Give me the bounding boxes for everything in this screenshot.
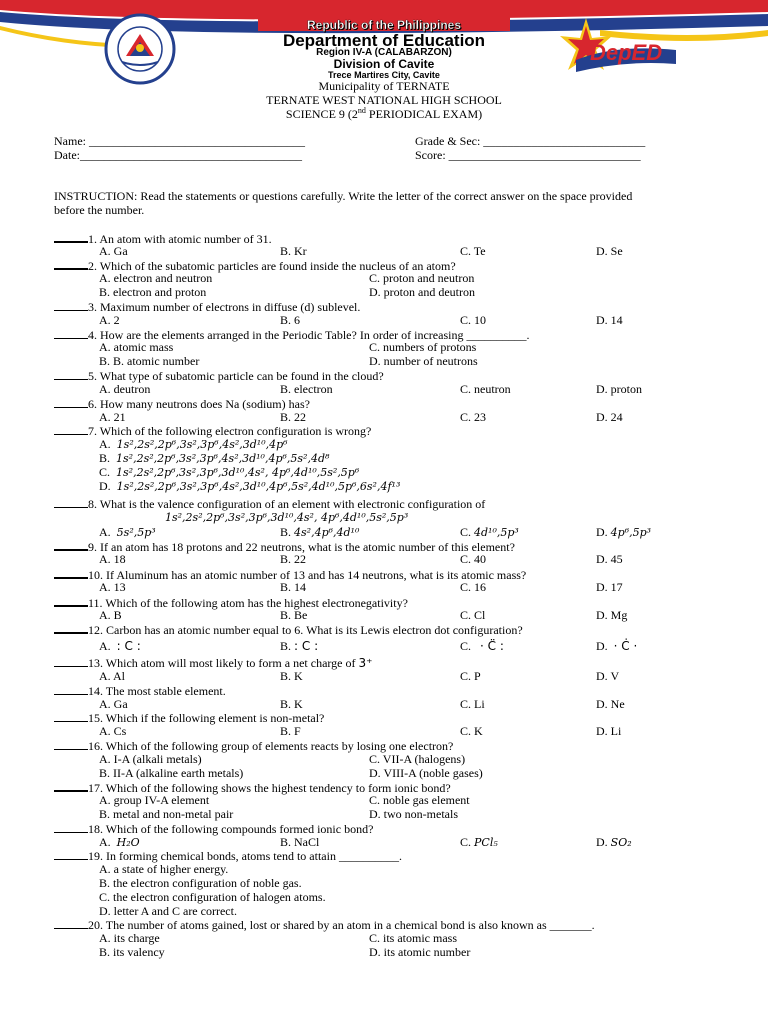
q1-option-b: B. Kr — [280, 244, 307, 258]
answer-blank[interactable] — [54, 656, 88, 667]
q2-option-c: C. proton and neutron — [369, 271, 475, 285]
q3-option-d: D. 14 — [596, 313, 623, 327]
q13-option-a: A. Al — [99, 669, 126, 683]
q2-option-d: D. proton and deutron — [369, 285, 475, 299]
question-3: 3. Maximum number of electrons in diffuse (d) sublevel. — [54, 300, 360, 314]
question-10: 10. If Aluminum has an atomic number of 13 and has 14 neutrons, what is its atomic mass? — [54, 567, 526, 582]
q7-option-a: A. 1s²,2s²,2p⁶,3s²,3p⁶,4s²,3d¹⁰,4p⁶ — [99, 437, 288, 451]
q4-option-c: C. numbers of protons — [369, 340, 477, 354]
q6-option-c: C. 23 — [460, 410, 487, 424]
region-line: Region IV-A (CALABARZON) — [316, 47, 452, 58]
q12-option-b: B. : C : — [280, 639, 319, 653]
q5-option-a: A. deutron — [99, 382, 151, 396]
q19-option-d: D. letter A and C are correct. — [99, 904, 237, 918]
q14-option-b: B. K — [280, 697, 303, 711]
q9-option-a: A. 18 — [99, 552, 126, 566]
q19-option-b: B. the electron configuration of noble gas. — [99, 876, 302, 890]
q4-option-a: A. atomic mass — [99, 340, 174, 354]
q6-option-a: A. 21 — [99, 410, 126, 424]
q17-option-d: D. two non-metals — [369, 807, 458, 821]
question-20: 20. The number of atoms gained, lost or shared by an atom in a chemical bond is also known as _______. — [54, 918, 595, 932]
q10-option-d: D. 17 — [596, 580, 623, 594]
question-17: 17. Which of the following shows the highest tendency to form ionic bond? — [54, 780, 451, 795]
answer-blank[interactable] — [54, 424, 88, 435]
q9-option-b: B. 22 — [280, 552, 307, 566]
q11-option-c: C. Cl — [460, 608, 486, 622]
q8-option-a: A. 5s²,5p³ — [99, 525, 156, 539]
q11-option-a: A. B — [99, 608, 122, 622]
q6-option-b: B. 22 — [280, 410, 307, 424]
question-16: 16. Which of the following group of elements reacts by losing one electron? — [54, 739, 453, 753]
q14-option-a: A. Ga — [99, 697, 128, 711]
republic-line: Republic of the Philippines — [306, 18, 461, 32]
q18-option-b: B. NaCl — [280, 835, 320, 849]
answer-blank[interactable] — [54, 328, 88, 339]
q4-option-b: B. B. atomic number — [99, 354, 200, 368]
answer-blank[interactable] — [54, 497, 88, 508]
answer-blank[interactable] — [54, 369, 88, 380]
q13-option-c: C. P — [460, 669, 481, 683]
question-15: 15. Which if the following element is non-metal? — [54, 711, 324, 725]
answer-blank[interactable] — [54, 622, 88, 634]
division-line: Division of Cavite — [333, 57, 435, 71]
answer-blank[interactable] — [54, 739, 88, 750]
answer-blank[interactable] — [54, 258, 88, 270]
q14-option-c: C. Li — [460, 697, 485, 711]
answer-blank[interactable] — [54, 231, 88, 243]
q1-option-c: C. Te — [460, 244, 486, 258]
q16-option-a: A. I-A (alkali metals) — [99, 752, 202, 766]
q4-option-d: D. number of neutrons — [369, 354, 478, 368]
q15-option-a: A. Cs — [99, 724, 127, 738]
q17-option-c: C. noble gas element — [369, 793, 470, 807]
q15-option-d: D. Li — [596, 724, 622, 738]
question-12: 12. Carbon has an atomic number equal to 6. What is its Lewis electron dot configuration? — [54, 622, 523, 637]
q13-option-d: D. V — [596, 669, 620, 683]
answer-blank[interactable] — [54, 539, 88, 551]
answer-blank[interactable] — [54, 567, 88, 579]
q7-option-d: D. 1s²,2s²,2p⁶,3s²,3p⁶,4s²,3d¹⁰,4p⁶,5s²,4d¹⁰,5p⁶,6s²,4f¹³ — [99, 479, 401, 493]
q13-option-b: B. K — [280, 669, 303, 683]
q7-option-b: B. 1s²,2s²,2p⁶,3s²,3p⁶,4s²,3d¹⁰,4p⁶,5s²,4d⁸ — [99, 451, 330, 465]
q10-option-b: B. 14 — [280, 580, 307, 594]
q20-option-d: D. its atomic number — [369, 945, 471, 959]
question-2: 2. Which of the subatomic particles are found inside the nucleus of an atom? — [54, 258, 456, 273]
q8-option-c: C. 4d¹⁰,5p³ — [460, 525, 519, 539]
score-field[interactable]: Score: ________________________________ — [415, 148, 641, 162]
letterhead — [0, 0, 768, 90]
q6-option-d: D. 24 — [596, 410, 623, 424]
question-4: 4. How are the elements arranged in the Periodic Table? In order of increasing __________. — [54, 328, 529, 342]
q12-option-a: A. : C : — [99, 639, 141, 653]
question-7: 7. Which of the following electron configuration is wrong? — [54, 424, 371, 438]
instruction-text-cont: before the number. — [54, 203, 145, 217]
answer-blank[interactable] — [54, 397, 88, 408]
q3-option-a: A. 2 — [99, 313, 120, 327]
question-5: 5. What type of subatomic particle can be found in the cloud? — [54, 369, 384, 383]
department-line: Department of Education — [282, 31, 486, 50]
answer-blank[interactable] — [54, 711, 88, 722]
q18-option-a: A. H₂O — [99, 835, 140, 849]
q11-option-d: D. Mg — [596, 608, 628, 622]
question-6: 6. How many neutrons does Na (sodium) has? — [54, 397, 310, 411]
instruction-text: INSTRUCTION: Read the statements or questions carefully. Write the letter of the correct answer on the space provided — [54, 189, 633, 203]
answer-blank[interactable] — [54, 595, 88, 607]
q8-option-b: B. 4s²,4p⁶,4d¹⁰ — [280, 525, 360, 539]
exam-title: SCIENCE 9 (2nd PERIODICAL EXAM) — [285, 106, 483, 121]
q15-option-c: C. K — [460, 724, 483, 738]
answer-blank[interactable] — [54, 684, 88, 695]
q3-option-b: B. 6 — [280, 313, 301, 327]
q12-option-d: D. · Ċ · — [596, 639, 638, 653]
q8-configuration: 1s²,2s²,2p⁶,3s²,3p⁶,3d¹⁰,4s², 4p⁶,4d¹⁰,5s²,5p³ — [165, 511, 409, 524]
q10-option-c: C. 16 — [460, 580, 487, 594]
answer-blank[interactable] — [54, 849, 88, 860]
q1-option-d: D. Se — [596, 244, 623, 258]
q11-option-b: B. Be — [280, 608, 308, 622]
q20-option-a: A. its charge — [99, 931, 160, 945]
question-14: 14. The most stable element. — [54, 684, 226, 698]
q19-option-c: C. the electron configuration of halogen atoms. — [99, 890, 326, 904]
q18-option-d: D. SO₂ — [596, 835, 632, 849]
q2-option-b: B. electron and proton — [99, 285, 207, 299]
q15-option-b: B. F — [280, 724, 301, 738]
svg-text:CAVITE: CAVITE — [642, 64, 675, 74]
q9-option-d: D. 45 — [596, 552, 623, 566]
q8-option-d: D. 4p⁶,5p³ — [596, 525, 652, 539]
q2-option-a: A. electron and neutron — [99, 271, 213, 285]
q16-option-d: D. VIII-A (noble gases) — [369, 766, 483, 780]
q20-option-c: C. its atomic mass — [369, 931, 457, 945]
question-19: 19. In forming chemical bonds, atoms tend to attain __________. — [54, 849, 402, 863]
question-8: 8. What is the valence configuration of an element with electronic configuration of — [54, 497, 485, 511]
q16-option-b: B. II-A (alkaline earth metals) — [99, 766, 244, 780]
question-9: 9. If an atom has 18 protons and 22 neutrons, what is the atomic number of this element? — [54, 539, 515, 554]
q20-option-b: B. its valency — [99, 945, 165, 959]
q5-option-c: C. neutron — [460, 382, 511, 396]
answer-blank[interactable] — [54, 300, 88, 311]
q1-option-a: A. Ga — [99, 244, 128, 258]
q7-option-c: C. 1s²,2s²,2p⁶,3s²,3p⁶,3d¹⁰,4s², 4p⁶,4d¹⁰,5s²,5p⁶ — [99, 465, 360, 479]
q5-option-b: B. electron — [280, 382, 333, 396]
city-line: Trece Martires City, Cavite — [328, 70, 440, 80]
date-field[interactable]: Date:_____________________________________ — [54, 148, 302, 162]
q19-option-a: A. a state of higher energy. — [99, 862, 229, 876]
name-field[interactable]: Name: ____________________________________ — [54, 134, 305, 148]
q16-option-c: C. VII-A (halogens) — [369, 752, 466, 766]
q9-option-c: C. 40 — [460, 552, 487, 566]
question-11: 11. Which of the following atom has the highest electronegativity? — [54, 595, 408, 610]
answer-blank[interactable] — [54, 918, 88, 929]
school-name: TERNATE WEST NATIONAL HIGH SCHOOL — [266, 93, 502, 107]
q14-option-d: D. Ne — [596, 697, 625, 711]
q17-option-b: B. metal and non-metal pair — [99, 807, 234, 821]
q5-option-d: D. proton — [596, 382, 642, 396]
question-18: 18. Which of the following compounds formed ionic bond? — [54, 822, 373, 836]
question-13: 13. Which atom will most likely to form a net charge of 3⁺ — [54, 656, 372, 670]
answer-blank[interactable] — [54, 822, 88, 833]
answer-blank[interactable] — [54, 780, 88, 792]
question-1: 1. An atom with atomic number of 31. — [54, 231, 272, 246]
q18-option-c: C. PCl₅ — [460, 835, 498, 849]
q3-option-c: C. 10 — [460, 313, 487, 327]
q10-option-a: A. 13 — [99, 580, 126, 594]
svg-text:DepED: DepED — [590, 40, 663, 65]
municipality-line: Municipality of TERNATE — [318, 79, 450, 93]
grade-section-field[interactable]: Grade & Sec: ___________________________ — [415, 134, 646, 148]
q12-option-c: C. · C̈ : — [460, 639, 504, 653]
q17-option-a: A. group IV-A element — [99, 793, 210, 807]
